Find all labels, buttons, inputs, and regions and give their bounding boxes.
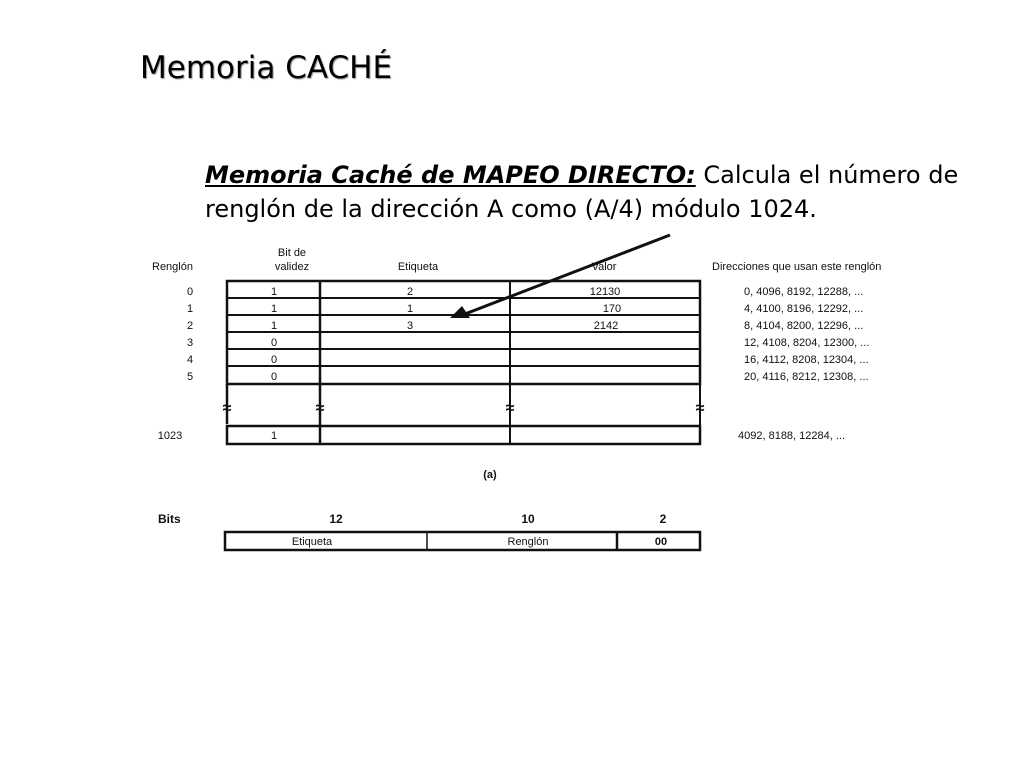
- header-value: Valor: [591, 261, 617, 273]
- row-valid: 1: [270, 286, 278, 298]
- row-valid: 1: [270, 430, 278, 442]
- header-tag: Etiqueta: [397, 261, 439, 273]
- header-valid-1: Bit de: [277, 247, 307, 259]
- row-addresses: 12, 4108, 8204, 12300, ...: [744, 337, 870, 349]
- row-index: 1023: [157, 430, 183, 442]
- row-addresses: 4092, 8188, 12284, ...: [738, 430, 846, 442]
- figure-caption: (a): [483, 469, 497, 481]
- field-bits: 2: [659, 512, 667, 526]
- row-addresses: 8, 4104, 8200, 12296, ...: [744, 320, 864, 332]
- cache-diagram-svg: [140, 232, 1000, 562]
- row-index: 0: [186, 286, 194, 298]
- heading-rest: Calcula el número de renglón de la dirección A como (A/4) módulo 1024.: [205, 161, 959, 223]
- row-addresses: 20, 4116, 8212, 12308, ...: [744, 371, 869, 383]
- row-tag: 3: [406, 320, 414, 332]
- cache-diagram: [140, 232, 1000, 562]
- row-value: 170: [602, 303, 622, 315]
- field-name: Etiqueta: [291, 536, 333, 548]
- break-mark: ≈: [695, 400, 705, 417]
- row-addresses: 0, 4096, 8192, 12288, ...: [744, 286, 864, 298]
- field-name: 00: [654, 536, 668, 548]
- row-value: 2142: [593, 320, 619, 332]
- row-index: 4: [186, 354, 194, 366]
- row-valid: 1: [270, 303, 278, 315]
- row-valid: 0: [270, 371, 278, 383]
- row-index: 5: [186, 371, 194, 383]
- break-mark: ≈: [315, 400, 325, 417]
- row-valid: 1: [270, 320, 278, 332]
- break-mark: ≈: [222, 400, 232, 417]
- row-index: 3: [186, 337, 194, 349]
- row-valid: 0: [270, 337, 278, 349]
- row-index: 1: [186, 303, 194, 315]
- body-text: [205, 158, 965, 226]
- row-valid: 0: [270, 354, 278, 366]
- row-value: 12130: [589, 286, 621, 298]
- header-row: Renglón: [152, 261, 193, 273]
- row-addresses: 16, 4112, 8208, 12304, ...: [744, 354, 869, 366]
- header-addresses: Direcciones que usan este renglón: [712, 261, 882, 273]
- row-index: 2: [186, 320, 194, 332]
- bits-label: Bits: [158, 512, 181, 526]
- field-bits: 10: [521, 512, 535, 526]
- row-addresses: 4, 4100, 8196, 12292, ...: [744, 303, 864, 315]
- cache-table: [227, 281, 700, 445]
- field-name: Renglón: [507, 536, 549, 548]
- slide-title: Memoria CACHÉ: [140, 50, 393, 86]
- heading-term: Memoria Caché de MAPEO DIRECTO:: [205, 161, 696, 189]
- field-bits: 12: [329, 512, 343, 526]
- header-valid-2: validez: [274, 261, 310, 273]
- row-tag: 2: [406, 286, 414, 298]
- row-tag: 1: [406, 303, 414, 315]
- break-mark: ≈: [505, 400, 515, 417]
- pointer-arrow: [450, 235, 670, 318]
